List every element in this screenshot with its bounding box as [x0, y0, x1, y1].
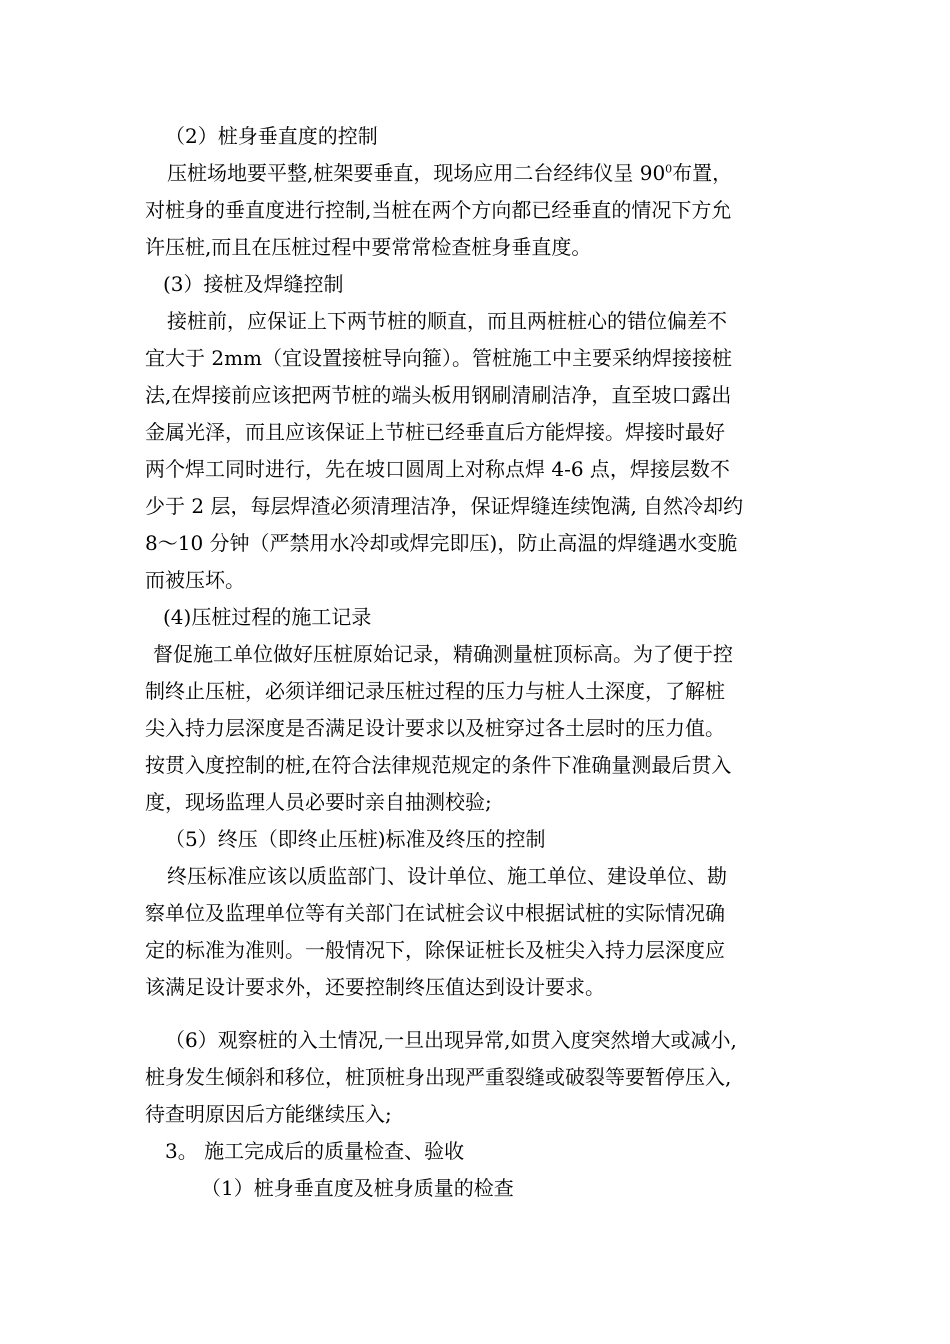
text-line	[145, 229, 825, 266]
text-line	[145, 1022, 825, 1059]
line-text: 金属光泽，而且应该保证上节桩已经垂直后方能焊接。焊接时最好	[145, 420, 725, 444]
line-text: 按贯入度控制的桩,在符合法律规范规定的条件下准确量测最后贯入	[145, 753, 732, 777]
line-text: 制终止压桩，必须详细记录压桩过程的压力与桩人土深度，了解桩	[145, 679, 725, 703]
line-text: 督促施工单位做好压桩原始记录，精确测量桩顶标高。为了便于控	[153, 642, 733, 666]
line-text: 度，现场监理人员必要时亲自抽测校验;	[145, 790, 492, 814]
line-text: 尖入持力层深度是否满足设计要求以及桩穿过各土层时的压力值。	[145, 716, 725, 740]
line-text: 3。 施工完成后的质量检查、验收	[165, 1139, 465, 1163]
superscript: 0	[665, 162, 673, 176]
text-line	[145, 1096, 825, 1133]
text-line	[145, 895, 825, 932]
text-line	[145, 488, 825, 525]
line-text: （1）桩身垂直度及桩身质量的检查	[201, 1176, 514, 1200]
line-text: 对桩身的垂直度进行控制,当桩在两个方向都已经垂直的情况下方允	[145, 198, 732, 222]
line-text: （5）终压（即终止压桩)标准及终压的控制	[165, 827, 546, 851]
text-line	[145, 636, 825, 673]
line-text: 该满足设计要求外，还要控制终压值达到设计要求。	[145, 975, 605, 999]
text-line	[145, 969, 825, 1006]
line-text: 两个焊工同时进行，先在坡口圆周上对称点焊 4-6 点，焊接层数不	[145, 457, 730, 481]
text-line	[145, 118, 825, 155]
text-line	[145, 1059, 825, 1096]
line-text: 察单位及监理单位等有关部门在试桩会议中根据试桩的实际情况确	[145, 901, 725, 925]
text-line	[145, 599, 825, 636]
line-text: （2）桩身垂直度的控制	[165, 124, 378, 148]
text-line	[145, 858, 825, 895]
text-line	[145, 266, 825, 303]
line-text: 少于 2 层，每层焊渣必须清理洁净，保证焊缝连续饱满, 自然冷却约	[145, 494, 744, 518]
line-text: 接桩前，应保证上下两节桩的顺直，而且两桩桩心的错位偏差不	[167, 309, 727, 333]
line-text: （6）观察桩的入土情况,一旦出现异常,如贯入度突然增大或减小,	[165, 1028, 737, 1052]
text-line	[145, 155, 825, 192]
paragraph-gap	[145, 1006, 825, 1022]
text-line	[145, 525, 825, 562]
line-text: 许压桩,而且在压桩过程中要常常检查桩身垂直度。	[145, 235, 592, 259]
text-line	[145, 340, 825, 377]
line-text: 终压标准应该以质监部门、设计单位、施工单位、建设单位、勘	[167, 864, 727, 888]
line-text: 定的标准为准则。一般情况下，除保证桩长及桩尖入持力层深度应	[145, 938, 725, 962]
line-text: (4)压桩过程的施工记录	[163, 605, 372, 629]
text-line	[145, 377, 825, 414]
text-line	[145, 451, 825, 488]
document-body	[145, 118, 825, 1207]
line-text: 桩身发生倾斜和移位，桩顶桩身出现严重裂缝或破裂等要暂停压入,	[145, 1065, 732, 1089]
text-line	[145, 747, 825, 784]
text-line	[145, 192, 825, 229]
text-line	[145, 673, 825, 710]
text-line	[145, 821, 825, 858]
line-text: 而被压坏。	[145, 568, 245, 592]
text-line	[145, 1170, 825, 1207]
text-line	[145, 932, 825, 969]
line-text: 宜大于 2mm（宜设置接桩导向箍）。管桩施工中主要采纳焊接接桩	[145, 346, 733, 370]
line-text: (3）接桩及焊缝控制	[163, 272, 344, 296]
document-page	[145, 118, 825, 1207]
text-line	[145, 784, 825, 821]
line-text: 8～10 分钟（严禁用水冷却或焊完即压)，防止高温的焊缝遇水变脆	[145, 531, 738, 555]
line-text: 法,在焊接前应该把两节桩的端头板用钢刷清刷洁净，直至坡口露出	[145, 383, 732, 407]
text-line	[145, 562, 825, 599]
text-line	[145, 1133, 825, 1170]
text-line	[145, 710, 825, 747]
text-line	[145, 414, 825, 451]
text-line	[145, 303, 825, 340]
line-text: 待查明原因后方能继续压入;	[145, 1102, 392, 1126]
line-text: 布置，	[672, 161, 733, 185]
line-text: 压桩场地要平整,桩架要垂直，现场应用二台经纬仪呈 90	[167, 161, 666, 185]
